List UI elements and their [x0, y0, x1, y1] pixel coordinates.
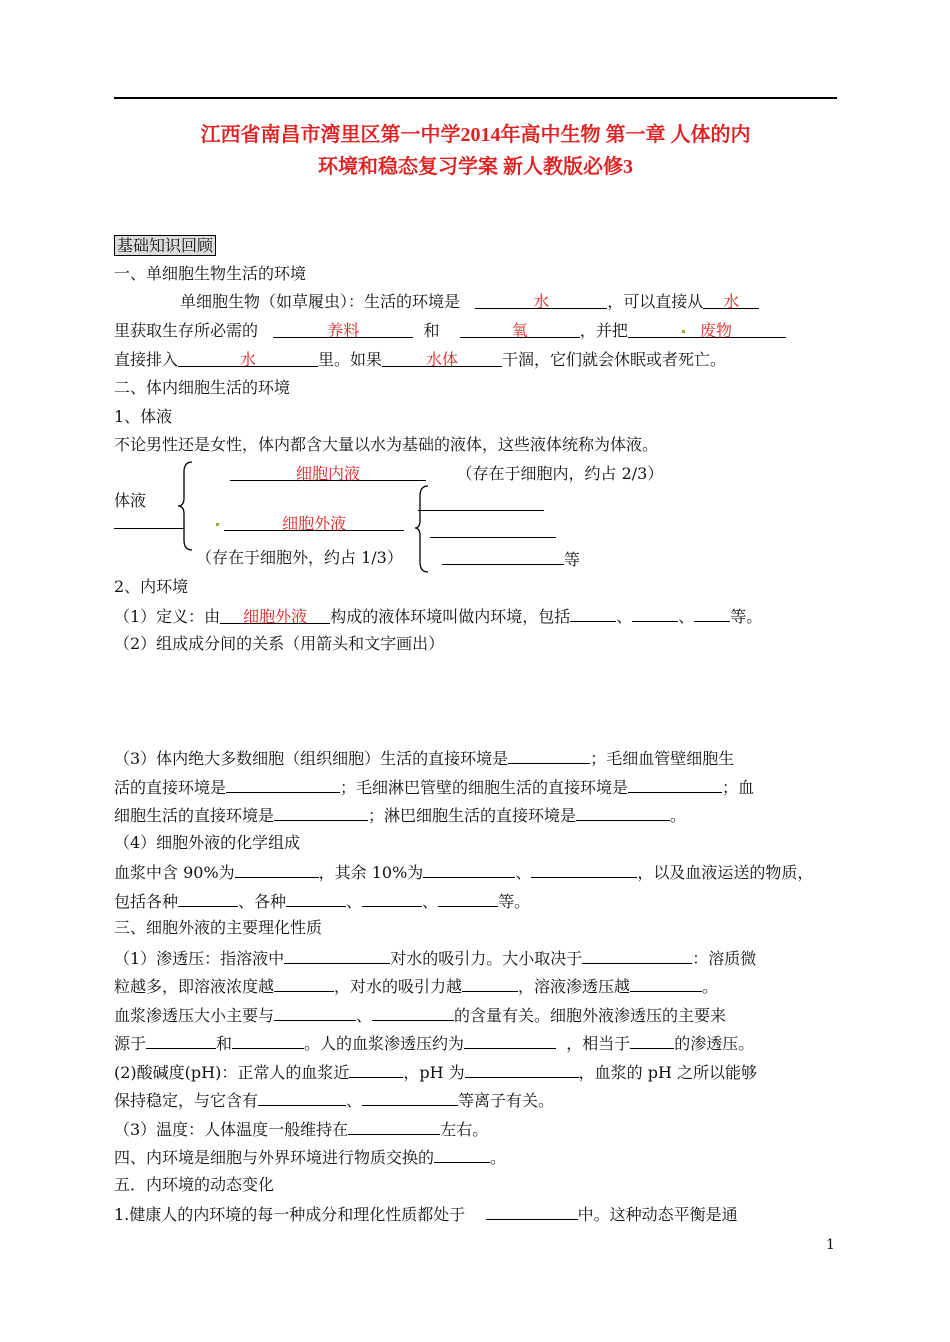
q4-line1: 血浆中含 90%为 ，其余 10%为 、 ，以及血液运送的物质，: [114, 863, 814, 882]
ph-line1: (2)酸碱度(pH)：正常人的血浆近 ，pH 为 ，血浆的 pH 之所以能够: [114, 1063, 758, 1082]
s5-line1: 1.健康人的内环境的每一种成分和理化性质都处于 中。这种动态平衡是通: [114, 1205, 738, 1224]
third-component-row: 等: [442, 548, 580, 570]
q3-line2: 活的直接环境是 ；毛细淋巴管壁的细胞生活的直接环境是 ；血: [114, 778, 755, 797]
ph-line2: 保持稳定，与它含有 、 等离子有关。: [114, 1091, 555, 1110]
section-label: 基础知识回顾: [114, 236, 216, 256]
osmotic-line4: 源于 和 。人的血浆渗透压约为 ，相当于 的渗透压。: [114, 1034, 755, 1053]
s4-line: 四、内环境是细胞与外界环境进行物质交换的 。: [114, 1148, 507, 1167]
s2-intro: 不论男性还是女性，体内都含大量以水为基础的液体，这些液体统称为体液。: [114, 435, 659, 454]
s2-heading: 二、体内细胞生活的环境: [114, 378, 291, 397]
tiye-label: 体液: [114, 491, 147, 510]
extracellular-row: 细胞外液: [216, 514, 404, 534]
s3-heading: 三、细胞外液的主要理化性质: [114, 918, 323, 937]
q3-line1: （3）体内绝大多数细胞（组织细胞）生活的直接环境是 ；毛细血管壁细胞生: [114, 749, 735, 768]
s1-heading: 一、单细胞生物生活的环境: [114, 264, 307, 283]
relation-line: （2）组成成分间的关系（用箭头和文字画出）: [114, 634, 445, 653]
intracellular-row: 细胞内液 （存在于细胞内，约占 2/3）: [230, 464, 663, 484]
definition-line: （1）定义：由 细胞外液 构成的液体环境叫做内环境，包括 、 、 等。: [114, 607, 763, 626]
osmotic-line1: （1）渗透压：指溶液中 对水的吸引力。大小取决于 ：溶质微: [114, 949, 757, 968]
s1-para-line1: 单细胞生物（如草履虫）：生活的环境是 水 ，可以直接从 水: [180, 292, 759, 312]
left-brace: [176, 460, 196, 552]
osmotic-line2: 粒越多，即溶液浓度越 ，对水的吸引力越 ，溶液渗透压越 。: [114, 977, 719, 996]
header-rule: [114, 97, 837, 99]
page-number: 1: [826, 1237, 835, 1253]
s1-para-line2: 里获取生存所必需的 养料 和 氧 ，并把 废物: [114, 321, 786, 341]
title-line-1: 江西省南昌市湾里区第一中学2014年高中生物 第一章 人体的内: [200, 124, 751, 146]
blank-line: [430, 537, 556, 538]
s2-sub1: 1、体液: [114, 407, 173, 426]
title-line-2: 环境和稳态复习学案 新人教版必修3: [318, 156, 633, 178]
s1-para-line3: 直接排入 水 里。如果 水体 干涸，它们就会休眠或者死亡。: [114, 350, 727, 369]
right-brace: [414, 484, 432, 574]
q4-line2: 包括各种 、各种 、 、 等。: [114, 892, 531, 911]
blank-line: [114, 528, 184, 529]
answer-blank: 水: [475, 292, 607, 309]
temperature-line: （3）温度：人体温度一般维持在 左右。: [114, 1120, 489, 1139]
extracellular-note: （存在于细胞外，约占 1/3）: [196, 548, 403, 567]
q4-heading: （4）细胞外液的化学组成: [114, 833, 301, 852]
s5-heading: 五．内环境的动态变化: [114, 1175, 275, 1194]
s2-sub2: 2、内环境: [114, 577, 189, 596]
q3-line3: 细胞生活的直接环境是 ；淋巴细胞生活的直接环境是 。: [114, 806, 687, 825]
osmotic-line3: 血浆渗透压大小主要与 、 的含量有关。细胞外液渗透压的主要来: [114, 1006, 727, 1025]
blank-line: [418, 510, 544, 511]
